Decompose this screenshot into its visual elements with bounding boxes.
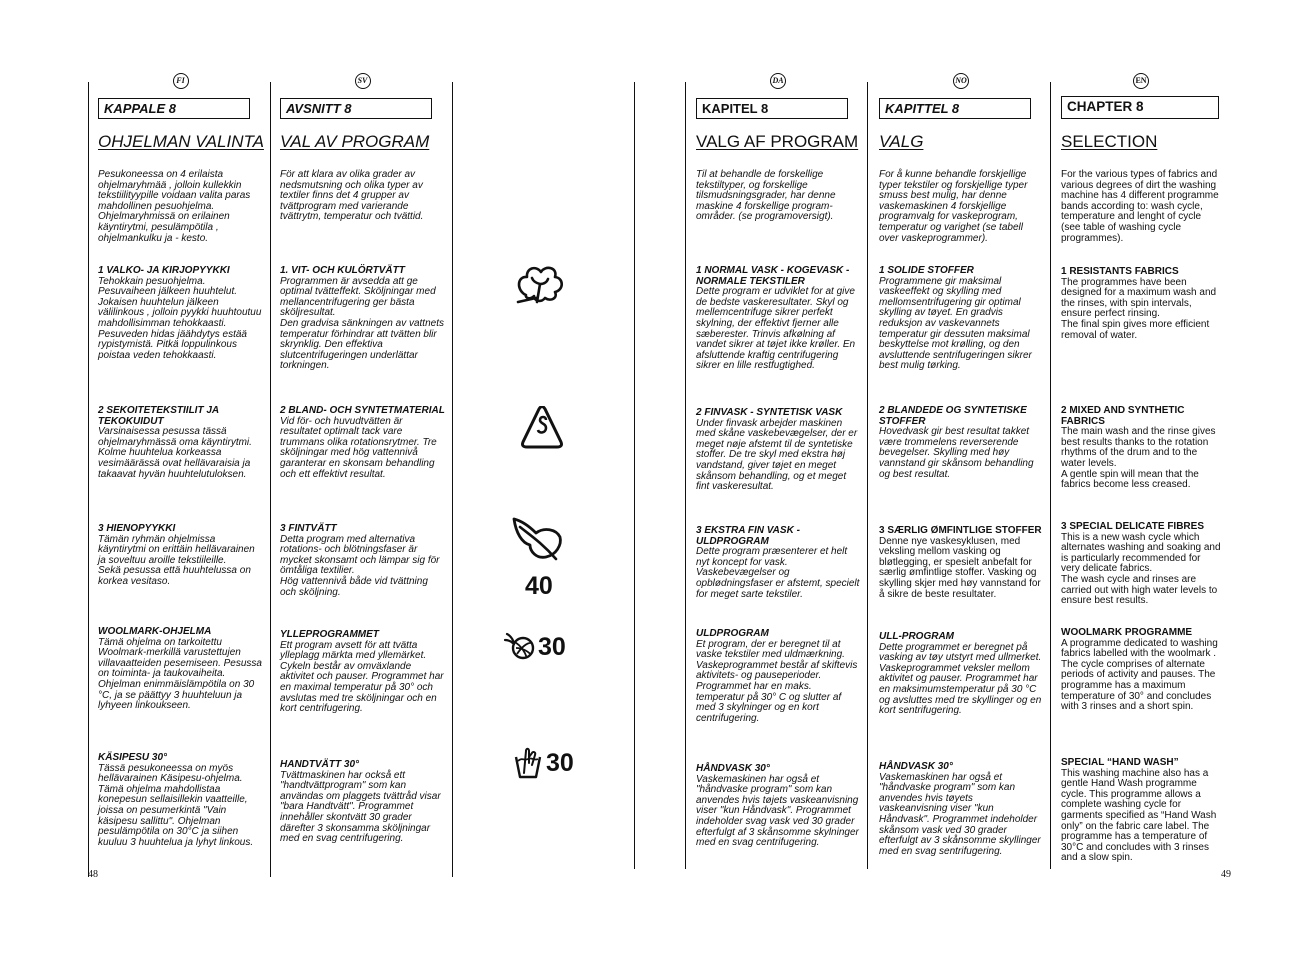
intro-text: För att klara av olika grader av nedsmutsning och olika typer av textiler finns det 4 grupper av tvättprogram med varierande tvättrytm, temperatur och tvättid. — [280, 169, 424, 223]
program-section: 2 SEKOITETEKSTIILIT JA TEKOKUIDUT Varsinaisessa pesussa tässä ohjelmaryhmässä oma käyntirytmi. Kolme huuhtelua korkeassa vesimäärässä ovat hellävaraisia ja takaavat hyvän huuhtelutuloksen. — [98, 405, 252, 480]
chapter-box: KAPITEL 8 — [696, 98, 848, 119]
section-title: VALG — [879, 132, 924, 151]
chapter-box: CHAPTER 8 — [1061, 96, 1219, 119]
program-section: 1 NORMAL VASK - KOGEVASK - NORMALE TEKSTILER Dette program er udviklet for at give de bedste vaskeresultater. Skyl og mellemcentrifuge sikrer perfekt skylning, der effektivt fjerner alle sæberester. Trinvis afkølning af vandet sikrer at tøjet ikke krøller. En afsluttende kraftig centrifugering sikrer en lille restfugtighed. — [696, 265, 856, 372]
intro-text: Pesukoneessa on 4 erilaista ohjelmaryhmää , jolloin kullekkin tekstiilityypille voidaan valita paras mahdollinen pesuohjelma. Ohjelmaryhmissä on erilainen käyntirytmi, pesulämpötila , ohjelmankulku ja - kesto. — [98, 169, 251, 244]
intro-text: For the various types of fabrics and various degrees of dirt the washing machine has 4 different programme bands according to: wash cycle, temperature and lenght of cycle (see table of washing cycle programmes). — [1061, 169, 1219, 244]
section-title: OHJELMAN VALINTA — [98, 132, 264, 151]
section-title: VAL AV PROGRAM — [280, 132, 430, 151]
program-section: ULDPROGRAM Et program, der er beregnet til at vaske tekstiler med uldmærkning. Vaskeprogrammet består af skiftevis aktivitets- og pauseperioder. Programmet har en maks. temperatur på 30° C og slutter af med 3 skylninger og en kort centrifugering. — [696, 628, 858, 724]
program-section: 3 SÆRLIG ØMFINTLIGE STOFFER Denne nye vaskesyklusen, med veksling mellom vasking og bløtlegging, er spesielt anbefalt for særlig ømfintlige stoffer. Vasking og skylling skjer med høy vannstand for å sikre de beste resultater. — [879, 525, 1042, 600]
column-rule — [685, 82, 686, 869]
program-section: HANDTVÄTT 30° Tvättmaskinen har också ett "handtvättprogram" som kan användas om plaggets tvättråd visar "bara Handtvätt". Programmet innehåller skontvätt 30 grader därefter 3 skonsamma sköljningar med en svag centrifugering. — [280, 759, 441, 845]
column-rule — [88, 82, 89, 877]
program-section: 3 EKSTRA FIN VASK - ULDPROGRAM Dette program præsenterer et helt nyt koncept for vask. Vaskebevægelser og opblødningsfaser er afstemt, specielt for meget sarte tekstiler. — [696, 525, 860, 600]
cotton-flower-icon — [514, 262, 566, 306]
column-rule — [452, 82, 453, 877]
program-section: ULL-PROGRAM Dette programmet er beregnet på vasking av tøy utstyrt med ullmerket. Vaskeprogrammet veksler mellom aktivitet og pauser. Programmet har en maksimumstemperatur på 30 °C og avsluttes med tre skyllinger og en kort sentrifugering. — [879, 631, 1042, 717]
column-rule — [634, 82, 635, 869]
program-section: 1 SOLIDE STOFFER Programmene gir maksimal vaskeeffekt og skylling med mellomsentrifugering gir optimal skylling av tøyet. En gradvis reduksjon av vaskevannets temperatur gir dessuten maksimal beskyttelse mot krølling, og den avsluttende sentrifugeringen sikrer best mulig tørking. — [879, 265, 1032, 372]
handwash-30-symbol: 30 — [514, 747, 574, 779]
wool-30-symbol: 30 — [503, 630, 566, 664]
program-section: HÅNDVASK 30° Vaskemaskinen har også et "håndvaske program" som kan anvendes hvis tøjets vaskeanvisning viser "kun Håndvask". Programmet indeholder svag vask ved 30 grader efterfulgt af 3 skånsomme skylninger med en svag centrifugering. — [696, 763, 859, 849]
language-badge: NO — [879, 70, 1043, 89]
language-badge: FI — [98, 70, 263, 89]
language-badge: SV — [280, 70, 445, 89]
wool-yarn-icon — [503, 630, 537, 664]
program-section: 3 FINTVÄTT Detta program med alternativa rotations- och blötningsfaser är mycket skonsamt och lämpar sig för ömtåliga textilier. Hög vattennivå både vid tvättning och sköljning. — [280, 523, 440, 598]
page-number-left: 48 — [88, 869, 98, 880]
program-section: 2 BLANDEDE OG SYNTETISKE STOFFER Hovedvask gir best resultat takket være trommelens reverserende bevegelser. Skylling med høy vannstand gir skånsom behandling og best resultat. — [879, 405, 1034, 480]
program-section: HÅNDVASK 30° Vaskemaskinen har også et "håndvaske program" som kan anvendes hvis tøyets vaskeanvisning viser "kun Håndvask". Programmet indeholder skånsom vask ved 30 grader efterfulgt av 3 skånsomme skyllinger med en svag sentrifugering. — [879, 761, 1041, 857]
page-number-right: 49 — [1221, 869, 1231, 880]
column-rule — [270, 82, 271, 877]
program-section: 3 HIENOPYYKKI Tämän ryhmän ohjelmissa käyntirytmi on erittäin hellävarainen ja soveltuu aroille tekstiileille. Sekä pesussa että huuhtelussa on korkea vesitaso. — [98, 523, 255, 587]
delicate-feather-icon — [510, 515, 566, 565]
program-section: 3 SPECIAL DELICATE FIBRES This is a new wash cycle which alternates washing and soaking and is particularly recommended for very delicate fabrics. The wash cycle and rinses are carried out with high water levels to ensure best results. — [1061, 521, 1221, 607]
section-title: SELECTION — [1061, 132, 1158, 151]
program-section: 1 VALKO- JA KIRJOPYYKKI Tehokkain pesuohjelma. Pesuvaiheen jälkeen huuhtelut. Jokaisen huuhtelun jälkeen välilinkous , jolloin pyykki huuhtoutuu mahdollisimman tehokkaasti. Pesuveden hidas jäähdytys estää rypistymistä. Pitkä loppulinkous poistaa veden tehokkaasti. — [98, 265, 262, 361]
chapter-box: KAPITTEL 8 — [879, 98, 1031, 119]
handwash-tub-icon — [514, 747, 542, 779]
program-section: WOOLMARK-OHJELMA Tämä ohjelma on tarkoitettu Woolmark-merkillä varustettujen villavaatteiden pesemiseen. Pesussa on toiminta- ja taukovaiheita. Ohjelman enimmäislämpötila on 30 °C, ja se päättyy 3 huuhteluun ja lyhyeen linkoukseen. — [98, 626, 262, 712]
language-badge: DA — [696, 70, 860, 89]
intro-text: Til at behandle de forskellige tekstiltyper, og forskellige tilsmudsningsgrader, har denne maskine 4 forskellige program-områder. (se programoversigt). — [696, 169, 836, 223]
column-rule — [867, 82, 868, 869]
section-title: VALG AF PROGRAM — [696, 132, 859, 151]
program-section: WOOLMARK PROGRAMME A programme dedicated to washing fabrics labelled with the woolmark . The cycle comprises of alternate periods of activity and pauses. The programme has a maximum temperature of 30° and concludes with 3 rinses and a short spin. — [1061, 627, 1218, 713]
program-section: 2 FINVASK - SYNTETISK VASK Under finvask arbejder maskinen med skåne vaskebevægelser, der er meget nøje afstemt til de syntetiske stoffer. De tre skyl med ekstra høj vandstand, giver tøjet en meget skånsom behandling, og et meget fint vaskeresultat. — [696, 407, 858, 493]
program-section: KÄSIPESU 30° Tässä pesukoneessa on myös hellävarainen Käsipesu-ohjelma. Tämä ohjelma mahdollistaa konepesun sellaisillekin vaatteille, joissa on pesumerkintä "Vain käsipesu sallittu". Ohjelman pesulämpötila on 30°C ja siihen kuuluu 3 huuhtelua ja lyhyt linkous. — [98, 752, 254, 848]
column-rule — [1050, 82, 1051, 869]
program-section: SPECIAL “HAND WASH” This washing machine also has a gentle Hand Wash programme cycle. This programme allows a complete washing cycle for garments specified as “Hand Wash only” on the fabric care label. The programme has a temperature of 30°C and concludes with 3 rinses and a slow spin. — [1061, 757, 1217, 864]
program-section: 2 MIXED AND SYNTHETIC FABRICS The main wash and the rinse gives best results thanks to the rotation rhythms of the drum and to the water levels. A gentle spin will mean that the fabrics become less creased. — [1061, 405, 1216, 491]
program-section: 1. VIT- OCH KULÖRTVÄTT Programmen är avsedda att ge optimal tvätteffekt. Sköljningar med mellancentrifugering ger bästa sköljresultat. Den gradvisa sänkningen av vattnets temperatur förhindrar att tvätten blir skrynklig. Den effektiva slutcentrifugeringen underlättar torkningen. — [280, 265, 444, 372]
chapter-box: KAPPALE 8 — [98, 98, 250, 119]
synthetic-triangle-icon — [518, 406, 566, 450]
intro-text: For å kunne behandle forskjellige typer tekstiler og forskjellige typer smuss best mulig, har denne vaskemaskinen 4 forskjellige programvalg for vaskeprogram, temperatur og varighet (se tabell over vaskeprogrammer). — [879, 169, 1028, 244]
program-section: 1 RESISTANTS FABRICS The programmes have been designed for a maximum wash and the rinses, with spin intervals, ensure perfect rinsing. The final spin gives more efficient removal of water. — [1061, 266, 1217, 341]
program-section: YLLEPROGRAMMET Ett program avsett för att tvätta ylleplagg märkta med yllemärket. Cykeln består av omväxlande aktivitet och pauser. Programmet har en maximal temperatur på 30° och avslutas med tre sköljningar och en kort centrifugering. — [280, 629, 444, 715]
chapter-box: AVSNITT 8 — [280, 98, 432, 119]
program-section: 2 BLAND- OCH SYNTETMATERIAL Vid för- och huvudtvätten är resultatet optimalt tack vare trummans olika rotationsrytmer. Tre sköljningar med hög vattennivå garanterar en skonsam behandling och ett effektivt resultat. — [280, 405, 445, 480]
delicate-temperature: 40 — [525, 572, 553, 600]
language-badge: EN — [1061, 70, 1221, 89]
